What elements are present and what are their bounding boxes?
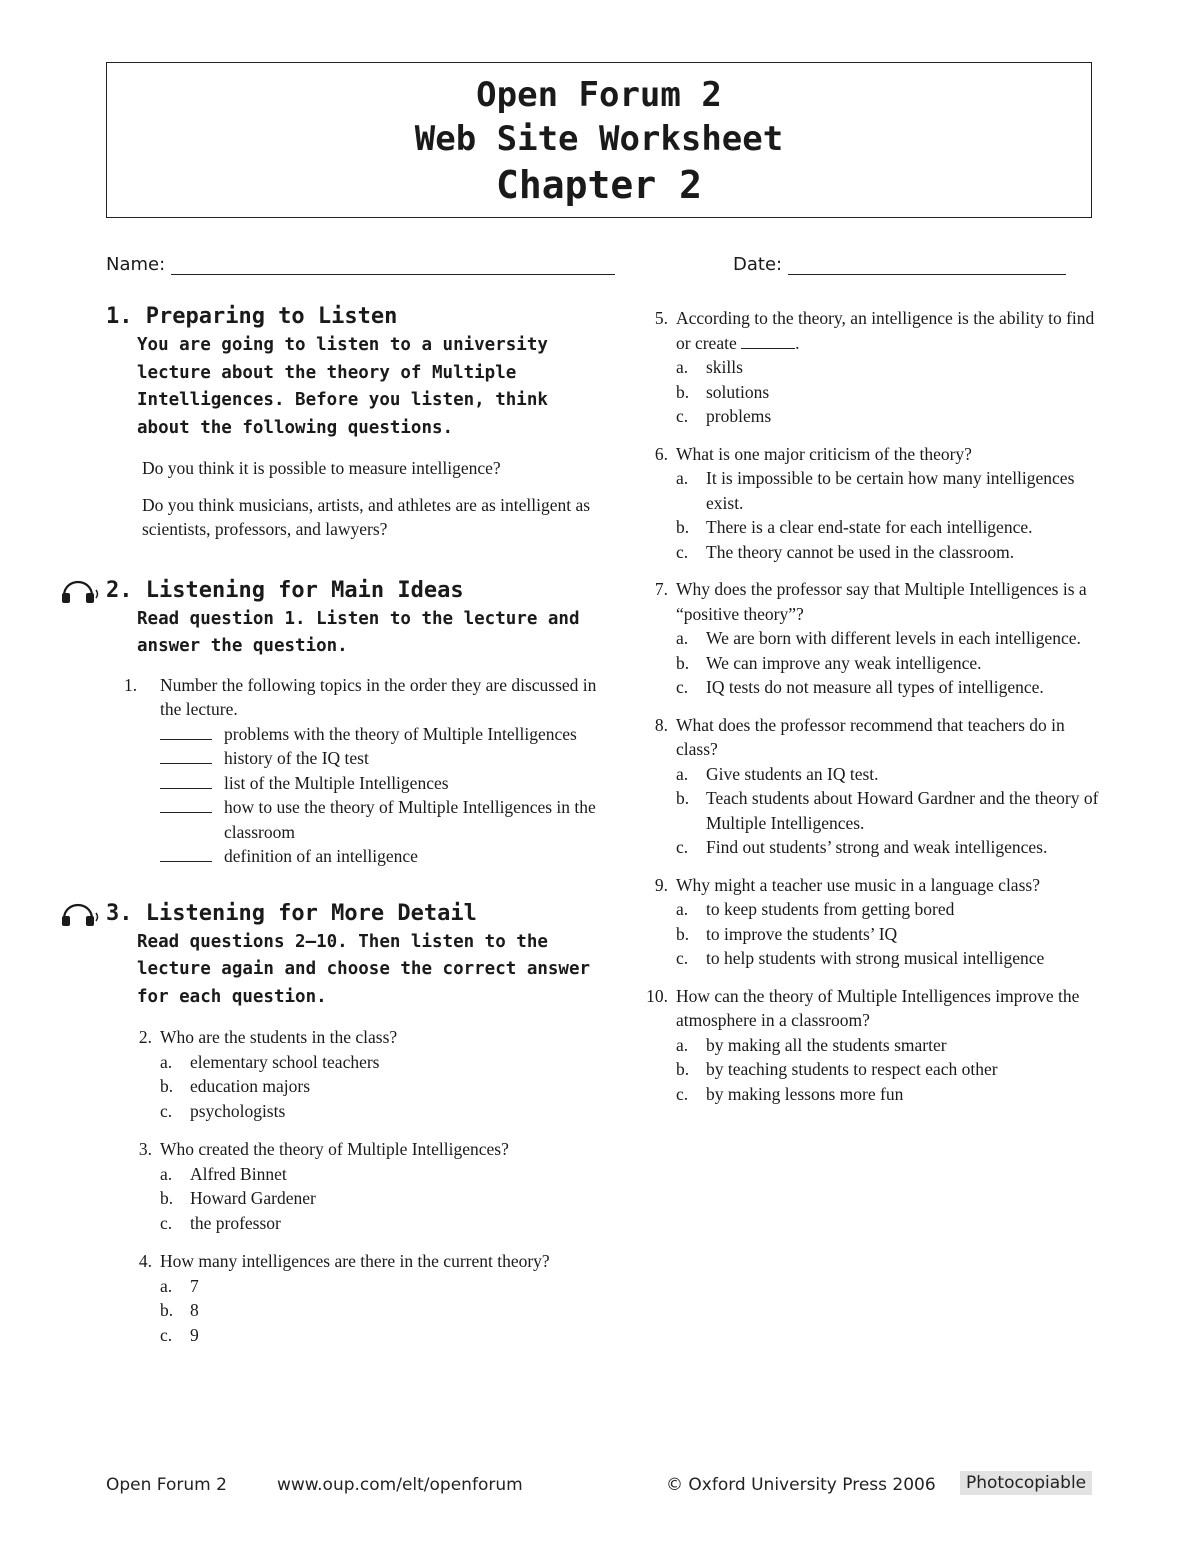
question-4 xyxy=(124,1249,600,1347)
answer-blank[interactable] xyxy=(741,334,795,349)
question-number: 7. xyxy=(654,579,668,599)
question-text: What does the professor recommend that teachers do in class? xyxy=(676,714,1065,759)
title-box xyxy=(106,62,1092,218)
option-text: 9 xyxy=(190,1324,199,1345)
question-1 xyxy=(60,673,600,869)
option-letter: a. xyxy=(676,763,689,784)
question-text: What is one major criticism of the theory? xyxy=(676,443,972,464)
option-text: solutions xyxy=(706,381,770,402)
option-letter: c. xyxy=(160,1212,173,1233)
option-text: by making lessons more fun xyxy=(706,1083,904,1104)
answer-option[interactable] xyxy=(676,675,1110,700)
answer-option[interactable] xyxy=(160,1274,600,1299)
option-letter: b. xyxy=(676,923,690,944)
question-number: 5. xyxy=(654,308,668,328)
option-letter: c. xyxy=(676,677,689,697)
question-text: Who created the theory of Multiple Intelligences? xyxy=(160,1139,509,1159)
answer-option[interactable] xyxy=(676,922,1110,947)
option-letter: c. xyxy=(676,406,689,426)
answer-option[interactable] xyxy=(676,1033,1110,1058)
name-field[interactable] xyxy=(106,254,615,275)
section-instructions: Read questions 2–10. Then listen to the lecture again and choose the correct answer for each question. xyxy=(137,931,591,1007)
option-text: Howard Gardener xyxy=(190,1188,316,1208)
option-letter: c. xyxy=(676,948,689,968)
date-label: Date: xyxy=(733,254,783,275)
option-text: to help students with strong musical intelligence xyxy=(706,948,1045,968)
section-heading xyxy=(60,899,600,929)
ordering-item-text: definition of an intelligence xyxy=(224,846,418,866)
option-text: We can improve any weak intelligence. xyxy=(706,652,982,673)
question-number: 4. xyxy=(138,1251,152,1271)
chapter-title: Chapter 2 xyxy=(496,163,702,207)
ordering-item-text: how to use the theory of Multiple Intelligences in the classroom xyxy=(224,797,596,842)
question-number: 9. xyxy=(654,874,668,895)
option-text: elementary school teachers xyxy=(190,1051,380,1072)
footer-url[interactable]: www.oup.com/elt/openforum xyxy=(277,1475,523,1495)
questions-left xyxy=(60,1025,600,1347)
option-text: Alfred Binnet xyxy=(190,1163,287,1184)
answer-blank[interactable] xyxy=(160,763,212,764)
answer-blank[interactable] xyxy=(160,739,212,740)
ordering-item-text: history of the IQ test xyxy=(224,748,369,768)
section-main-ideas xyxy=(60,576,600,869)
option-text: IQ tests do not measure all types of intelligence. xyxy=(706,677,1044,697)
question-text-part: . xyxy=(795,332,800,353)
option-text: by making all the students smarter xyxy=(706,1034,947,1055)
answer-option[interactable] xyxy=(676,651,1110,676)
ordering-item[interactable] xyxy=(160,844,600,869)
question-number: 8. xyxy=(654,714,668,735)
option-text: There is a clear end-state for each intelligence. xyxy=(706,517,1033,537)
question-7 xyxy=(640,577,1110,700)
answer-option[interactable] xyxy=(160,1323,600,1348)
option-text: education majors xyxy=(190,1076,311,1096)
answer-option[interactable] xyxy=(160,1074,600,1099)
option-text: problems xyxy=(706,406,772,426)
left-column xyxy=(60,302,600,1347)
option-text: to improve the students’ IQ xyxy=(706,923,898,944)
section-instructions: You are going to listen to a university lecture about the theory of Multiple Intelligences. Before you listen, think about the following questions. xyxy=(137,335,548,438)
option-text: 7 xyxy=(190,1275,199,1296)
option-letter: b. xyxy=(676,517,690,537)
section-heading-text: 3. Listening for More Detail xyxy=(106,900,477,926)
answer-blank[interactable] xyxy=(160,861,212,862)
answer-option[interactable] xyxy=(676,466,1110,515)
answer-option[interactable] xyxy=(160,1162,600,1187)
option-letter: b. xyxy=(160,1300,174,1320)
question-6 xyxy=(640,442,1110,565)
option-letter: a. xyxy=(676,468,689,488)
option-letter: c. xyxy=(160,1100,173,1121)
question-text-part: According to the theory, an intelligence is the ability to find or create xyxy=(676,308,1095,353)
question-3 xyxy=(124,1137,600,1235)
answer-option[interactable] xyxy=(676,762,1110,787)
photocopiable-badge: Photocopiable xyxy=(960,1471,1092,1495)
option-text: The theory cannot be used in the classroom. xyxy=(706,541,1015,562)
name-line[interactable] xyxy=(171,254,615,275)
option-letter: a. xyxy=(160,1275,173,1296)
ordering-item[interactable] xyxy=(160,771,600,796)
name-label: Name: xyxy=(106,254,166,275)
ordering-item[interactable] xyxy=(160,746,600,771)
ordering-item-text: problems with the theory of Multiple Intelligences xyxy=(224,723,577,744)
book-title: Open Forum 2 xyxy=(476,75,722,115)
answer-option[interactable] xyxy=(160,1099,600,1124)
question-8 xyxy=(640,713,1110,860)
option-letter: c. xyxy=(676,541,689,562)
option-letter: a. xyxy=(676,899,689,919)
answer-option[interactable] xyxy=(676,946,1110,971)
question-number: 6. xyxy=(654,443,668,464)
question-number: 1. xyxy=(124,674,138,695)
option-text: the professor xyxy=(190,1212,281,1233)
question-text: Who are the students in the class? xyxy=(160,1027,398,1047)
option-letter: c. xyxy=(676,837,689,857)
question-10 xyxy=(640,984,1110,1107)
section-heading xyxy=(60,576,600,606)
option-letter: a. xyxy=(160,1051,173,1072)
option-letter: b. xyxy=(676,652,690,673)
answer-option[interactable] xyxy=(160,1186,600,1211)
question-text: How can the theory of Multiple Intelligences improve the atmosphere in a classroom? xyxy=(676,985,1080,1030)
option-letter: c. xyxy=(160,1324,173,1345)
section-heading: 1. Preparing to Listen xyxy=(106,304,398,329)
answer-option[interactable] xyxy=(676,835,1110,860)
option-letter: c. xyxy=(676,1083,689,1104)
section-more-detail xyxy=(60,899,600,1348)
question-number: 3. xyxy=(138,1139,152,1159)
answer-option[interactable] xyxy=(676,786,1110,835)
answer-option[interactable] xyxy=(676,1082,1110,1107)
option-text: Teach students about Howard Gardner and the theory of Multiple Intelligences. xyxy=(706,788,1099,833)
question-text: Why does the professor say that Multiple Intelligences is a “positive theory”? xyxy=(676,579,1087,624)
answer-option[interactable] xyxy=(160,1211,600,1236)
question-number: 2. xyxy=(138,1027,152,1047)
option-text: We are born with different levels in each intelligence. xyxy=(706,628,1081,648)
option-text: to keep students from getting bored xyxy=(706,899,955,919)
option-text: skills xyxy=(706,357,743,377)
question-text: Number the following topics in the order they are discussed in the lecture. xyxy=(160,674,597,719)
answer-option[interactable] xyxy=(676,515,1110,540)
option-letter: a. xyxy=(676,628,689,648)
section-preparing xyxy=(60,302,600,542)
answer-option[interactable] xyxy=(676,540,1110,565)
option-letter: b. xyxy=(676,1059,690,1079)
ordering-item[interactable] xyxy=(160,795,600,844)
option-letter: b. xyxy=(676,788,690,808)
section-instructions: Read question 1. Listen to the lecture and answer the question. xyxy=(137,608,580,656)
question-5 xyxy=(640,306,1110,429)
question-text: Why might a teacher use music in a language class? xyxy=(676,874,1040,895)
option-text: It is impossible to be certain how many intelligences exist. xyxy=(706,468,1075,513)
answer-option[interactable] xyxy=(160,1298,600,1323)
ordering-item-text: list of the Multiple Intelligences xyxy=(224,772,449,793)
worksheet-title: Web Site Worksheet xyxy=(414,119,784,159)
headphones-icon xyxy=(60,580,100,604)
answer-option[interactable] xyxy=(676,404,1110,429)
ordering-item[interactable] xyxy=(160,722,600,747)
answer-option[interactable] xyxy=(160,1050,600,1075)
option-text: Give students an IQ test. xyxy=(706,763,879,784)
answer-blank[interactable] xyxy=(160,788,212,789)
option-text: by teaching students to respect each other xyxy=(706,1059,998,1079)
discussion-prompt: Do you think musicians, artists, and athletes are as intelligent as scientists, professors, and lawyers? xyxy=(142,494,591,539)
answer-option[interactable] xyxy=(676,626,1110,651)
date-line[interactable] xyxy=(788,254,1066,275)
option-text: Find out students’ strong and weak intelligences. xyxy=(706,837,1048,857)
option-letter: a. xyxy=(676,1034,689,1055)
question-2 xyxy=(124,1025,600,1123)
option-letter: b. xyxy=(676,381,690,402)
answer-blank[interactable] xyxy=(160,812,212,813)
answer-option[interactable] xyxy=(676,355,1110,380)
option-letter: b. xyxy=(160,1076,174,1096)
question-text: How many intelligences are there in the current theory? xyxy=(160,1251,550,1271)
footer-book: Open Forum 2 xyxy=(106,1475,227,1495)
footer-copyright: © Oxford University Press 2006 xyxy=(666,1475,936,1495)
questions-right xyxy=(640,306,1110,1106)
discussion-prompt: Do you think it is possible to measure intelligence? xyxy=(142,458,501,478)
question-9 xyxy=(640,873,1110,971)
question-text xyxy=(640,306,1110,355)
section-heading-text: 2. Listening for Main Ideas xyxy=(106,577,464,603)
option-text: 8 xyxy=(190,1300,199,1320)
answer-option[interactable] xyxy=(676,897,1110,922)
option-text: psychologists xyxy=(190,1100,286,1121)
option-letter: a. xyxy=(160,1163,173,1184)
answer-option[interactable] xyxy=(676,380,1110,405)
date-field[interactable] xyxy=(733,254,1066,275)
option-letter: b. xyxy=(160,1188,174,1208)
question-number: 10. xyxy=(646,985,668,1006)
option-letter: a. xyxy=(676,357,689,377)
headphones-icon xyxy=(60,903,100,927)
answer-option[interactable] xyxy=(676,1057,1110,1082)
